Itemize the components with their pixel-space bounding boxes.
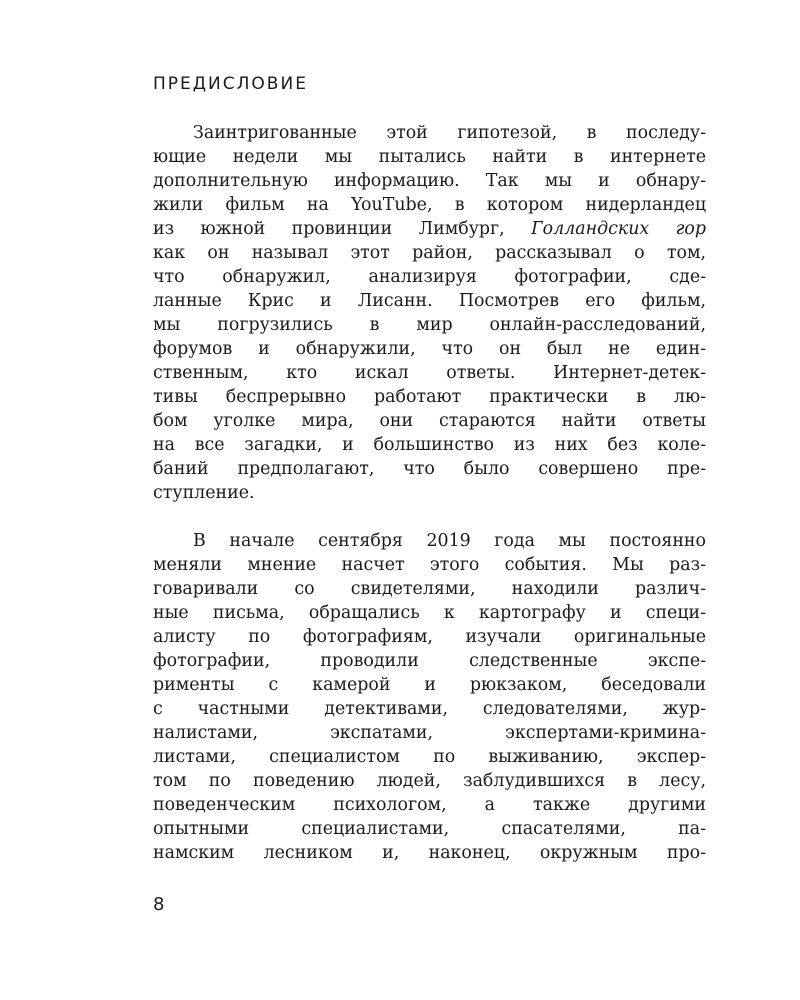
text-line: тивы беспрерывно работают практически в лю- bbox=[153, 387, 706, 407]
text-line: с частными детективами, следователями, жур- bbox=[153, 699, 706, 719]
text-line: опытными специалистами, спасателями, па- bbox=[153, 819, 706, 839]
text-line: том по поведению людей, заблудившихся в лесу, bbox=[153, 771, 706, 791]
text-line: как он называл этот район, рассказывал о том, bbox=[153, 243, 706, 263]
paragraph-gap bbox=[153, 505, 706, 529]
text-line: ющие недели мы пытались найти в интернете bbox=[153, 147, 706, 167]
text-line: Заинтригованные этой гипотезой, в последу- bbox=[193, 123, 706, 143]
body-text bbox=[153, 121, 706, 865]
paragraph bbox=[153, 529, 706, 865]
text-line: мы погрузились в мир онлайн-расследований, bbox=[153, 315, 706, 335]
text-line: намским лесником и, наконец, окружным про- bbox=[153, 843, 706, 863]
text-line: фотографии, проводили следственные экспе- bbox=[153, 651, 706, 671]
text-line: листами, специалистом по выживанию, экспер- bbox=[153, 747, 706, 767]
text-segment: из южной провинции Лимбург, bbox=[153, 219, 505, 239]
page-number: 8 bbox=[153, 894, 165, 915]
text-line: ступление. bbox=[153, 483, 255, 503]
text-line: ственным, кто искал ответы. Интернет-детек- bbox=[153, 363, 706, 383]
text-line: В начале сентября 2019 года мы постоянно bbox=[193, 531, 706, 551]
text-line: баний предполагают, что было совершено пре- bbox=[153, 459, 706, 479]
paragraph bbox=[153, 121, 706, 505]
running-head: ПРЕДИСЛОВИЕ bbox=[153, 74, 308, 94]
text-line: бом уголке мира, они стараются найти ответы bbox=[153, 411, 706, 431]
italic-phrase: Голландских гор bbox=[531, 219, 707, 239]
text-line: говаривали со свидетелями, находили различ- bbox=[153, 579, 706, 599]
text-line: алисту по фотографиям, изучали оригинальные bbox=[153, 627, 706, 647]
text-line-with-italic bbox=[153, 217, 706, 241]
text-line: налистами, экспатами, экспертами-кримина- bbox=[153, 723, 706, 743]
text-line: жили фильм на YouTube, в котором нидерландец bbox=[153, 195, 706, 215]
text-line: что обнаружил, анализируя фотографии, сде- bbox=[153, 267, 706, 287]
text-line: рименты с камерой и рюкзаком, беседовали bbox=[153, 675, 706, 695]
text-line: поведенческим психологом, а также другими bbox=[153, 795, 706, 815]
text-line: дополнительную информацию. Так мы и обнару- bbox=[153, 171, 706, 191]
text-line: ланные Крис и Лисанн. Посмотрев его фильм, bbox=[153, 291, 706, 311]
text-line: форумов и обнаружили, что он был не един- bbox=[153, 339, 706, 359]
text-line: ные письма, обращались к картографу и специ- bbox=[153, 603, 706, 623]
text-line: меняли мнение насчет этого события. Мы раз- bbox=[153, 555, 706, 575]
text-line: на все загадки, и большинство из них без коле- bbox=[153, 435, 706, 455]
